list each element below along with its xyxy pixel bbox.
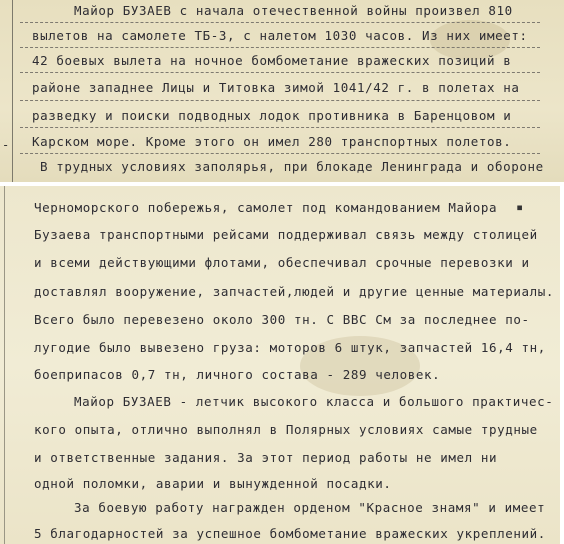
ruled-line xyxy=(20,47,540,48)
ruled-line xyxy=(20,72,540,73)
ruled-line xyxy=(20,127,540,128)
document-fragment-top xyxy=(0,0,564,182)
text-line: Майор БУЗАЕВ с начала отечественной войны произвел 810 xyxy=(74,3,513,18)
text-line: В трудных условиях заполярья, при блокаде Ленинграда и обороне xyxy=(40,159,544,174)
ruled-line xyxy=(20,22,540,23)
ruled-line xyxy=(20,153,540,154)
text-line: и всеми действующими флотами, обеспечивал срочные перевозки и xyxy=(34,255,530,270)
text-line: и ответственные задания. За этот период работы не имел ни xyxy=(34,450,498,465)
left-margin-rule xyxy=(4,186,5,544)
text-line: 42 боевых вылета на ночное бомбометание вражеских позиций в xyxy=(32,53,512,68)
text-line: Бузаева транспортными рейсами поддерживал связь между столицей xyxy=(34,227,538,242)
text-line: Карском море. Кроме этого он имел 280 транспортных полетов. xyxy=(32,134,512,149)
text-line: доставлял вооружение, запчастей,людей и другие ценные материалы. xyxy=(34,284,555,299)
ruled-line xyxy=(20,100,540,101)
text-line: Черноморского побережья, самолет под командованием Майора xyxy=(34,200,498,215)
text-line: одной поломки, аварии и вынужденной посадки. xyxy=(34,476,392,491)
text-line: За боевую работу награжден орденом "Красное знамя" и имеет xyxy=(74,500,546,515)
margin-tick-mark: - xyxy=(2,138,10,152)
text-line: районе западнее Лицы и Титовка зимой 1041/42 г. в полетах на xyxy=(32,80,520,95)
text-line: вылетов на самолете ТБ-3, с налетом 1030 часов. Из них имеет: xyxy=(32,28,528,43)
text-line: Майор БУЗАЕВ - летчик высокого класса и большого практичес- xyxy=(74,394,554,409)
margin-tick-mark: ▪ xyxy=(516,200,524,214)
text-line: боеприпасов 0,7 тн, личного состава - 289 человек. xyxy=(34,367,441,382)
text-line: 5 благодарностей за успешное бомбометание вражеских укреплений. xyxy=(34,526,546,541)
text-line: Всего было перевезено около 300 тн. С ВВС См за последнее по- xyxy=(34,312,530,327)
left-margin-rule xyxy=(12,0,13,182)
document-fragment-bottom xyxy=(0,186,560,544)
text-line: лугодие было вывезено груза: моторов 6 штук, запчастей 16,4 тн, xyxy=(34,340,546,355)
text-line: разведку и поиски подводных лодок противника в Баренцовом и xyxy=(32,108,512,123)
text-line: кого опыта, отлично выполнял в Полярных условиях самые трудные xyxy=(34,422,538,437)
